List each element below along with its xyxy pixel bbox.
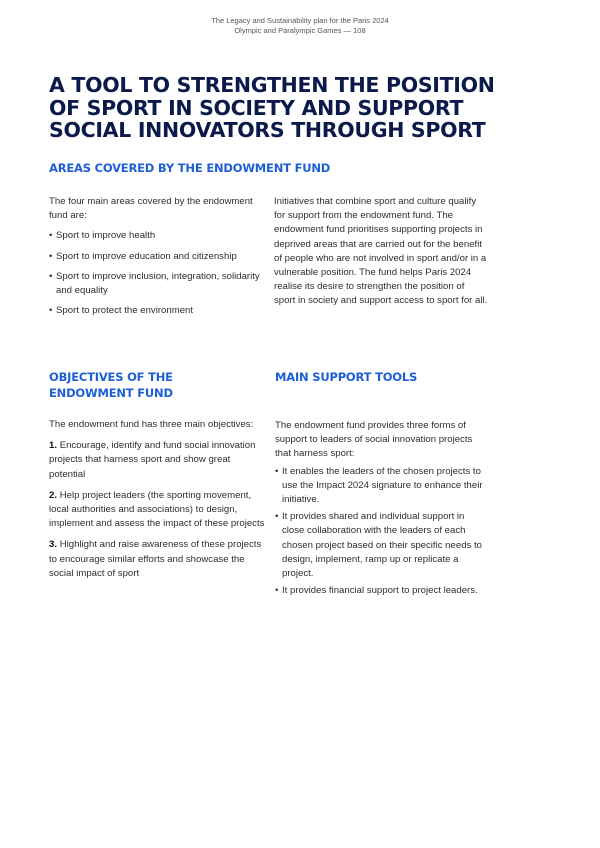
header-line-1: The Legacy and Sustainability plan for the Paris 2024 <box>211 16 389 25</box>
objectives-heading-line-2: ENDOWMENT FUND <box>49 386 173 400</box>
item-text: Help project leaders (the sporting movement, local authorities and associations) to design, implement and assess the impact of these projects <box>49 489 265 530</box>
item-number: 2. <box>49 489 58 501</box>
list-item: • It provides financial support to project leaders. <box>275 584 489 598</box>
list-item: • Sport to protect the environment <box>49 304 265 318</box>
item-number: 1. <box>49 440 58 452</box>
title-line-1: A TOOL TO STRENGTHEN THE POSITION <box>49 73 495 97</box>
objectives-intro: The endowment fund has three main objectives: <box>49 419 254 430</box>
areas-right-text: Initiatives that combine sport and culture qualify for support from the endowment fund. The endowment fund prioritises supporting projects in deprived areas that are carried out for the benefit of people who are not involved in sport and/or in a vulnerable position. The fund helps Paris 2024 realise its desire to strengthen the position of sport in society and support access to sport for all. <box>274 196 488 307</box>
areas-list <box>49 229 265 318</box>
list-item: • Sport to improve inclusion, integration, solidarity and equality <box>49 270 265 298</box>
list-item <box>49 489 265 532</box>
title-line-3: SOCIAL INNOVATORS THROUGH SPORT <box>49 118 486 142</box>
list-item: • It provides shared and individual support in close collaboration with the leaders of each chosen project based on their specific needs to design, implement, ramp up or replicate a project. <box>275 510 489 581</box>
item-text: Highlight and raise awareness of these projects to encourage similar efforts and showcase the social impact of sport <box>49 539 262 579</box>
item-text: Encourage, identify and fund social innovation projects that harness sport and show great potential <box>49 440 256 480</box>
item-number: 3. <box>49 539 58 551</box>
list-item: • Sport to improve health <box>49 229 265 243</box>
tools-list <box>275 465 489 599</box>
list-item: • It enables the leaders of the chosen projects to use the Impact 2024 signature to enhance their initiative. <box>275 465 489 508</box>
areas-left-column <box>49 195 265 318</box>
list-item <box>49 439 265 482</box>
objectives-heading-line-1: OBJECTIVES OF THE <box>49 370 173 384</box>
objectives-column <box>49 418 265 581</box>
areas-heading: AREAS COVERED BY THE ENDOWMENT FUND <box>49 161 331 175</box>
tools-heading: MAIN SUPPORT TOOLS <box>275 370 418 384</box>
list-item: • Sport to improve education and citizenship <box>49 250 265 264</box>
areas-intro: The four main areas covered by the endowment fund are: <box>49 196 253 222</box>
list-item <box>49 538 265 581</box>
objectives-list <box>49 439 265 581</box>
page-title <box>49 74 569 142</box>
title-line-2: OF SPORT IN SOCIETY AND SUPPORT <box>49 95 464 120</box>
objectives-heading <box>49 369 249 401</box>
tools-column <box>275 419 489 598</box>
page-header <box>0 16 600 36</box>
tools-intro: The endowment fund provides three forms of support to leaders of social innovation projects that harness sport: <box>275 420 473 460</box>
areas-right-column <box>274 195 488 309</box>
header-line-2: Olympic and Paralympic Games — 108 <box>234 26 366 35</box>
